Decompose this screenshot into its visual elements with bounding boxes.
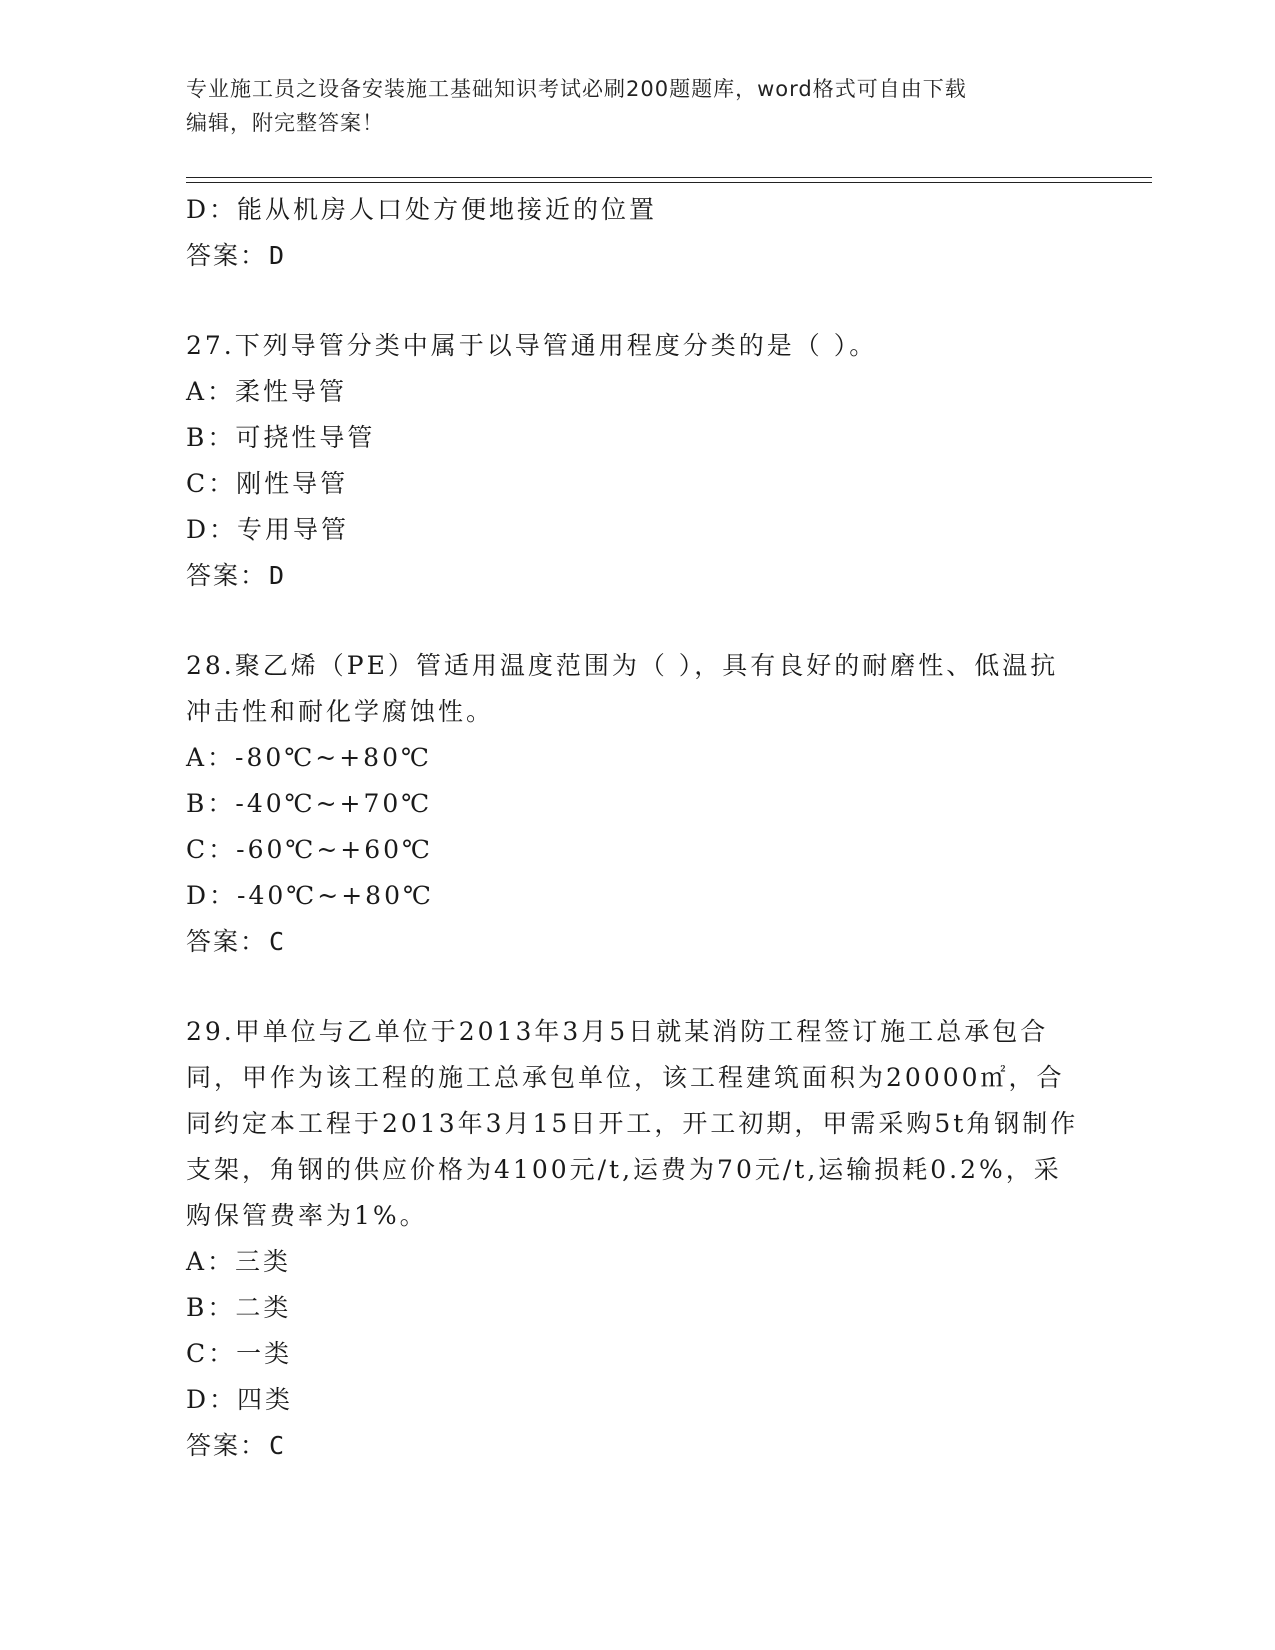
answer-label: 答案：: [186, 241, 268, 270]
header-line-2: 编辑，附完整答案！: [186, 111, 384, 135]
answer-value: D: [269, 561, 287, 590]
header-rule-top: [186, 177, 1152, 178]
answer-label: 答案：: [186, 561, 268, 590]
option-c: C：-60℃~+60℃: [186, 835, 434, 864]
question-stem: 28.聚乙烯（PE）管适用温度范围为（ ），具有良好的耐磨性、低温抗冲击性和耐化学腐蚀性。: [186, 651, 1059, 726]
document-header: [186, 72, 1086, 140]
question-29: [186, 1009, 1086, 1469]
option-b: B：可挠性导管: [186, 423, 376, 452]
option-a: A：三类: [186, 1247, 292, 1276]
option-d: D：专用导管: [186, 515, 350, 544]
answer-line: [186, 233, 1086, 279]
option-a: A：-80℃~+80℃: [186, 743, 432, 772]
option-d: D：四类: [186, 1385, 294, 1414]
option-b: B：-40℃~+70℃: [186, 789, 433, 818]
answer-value: C: [269, 927, 287, 956]
spacer: [186, 279, 1086, 323]
header-line-1: 专业施工员之设备安装施工基础知识考试必刷200题题库，word格式可自由下载: [186, 77, 967, 101]
answer-label: 答案：: [186, 1431, 268, 1460]
question-28: [186, 643, 1086, 965]
option-c: C：刚性导管: [186, 469, 349, 498]
question-stem: 27.下列导管分类中属于以导管通用程度分类的是（ ）。: [186, 331, 878, 360]
header-rule-bottom: [186, 182, 1152, 183]
answer-label: 答案：: [186, 927, 268, 956]
spacer: [186, 599, 1086, 643]
question-27: [186, 323, 1086, 599]
option-a: A：柔性导管: [186, 377, 348, 406]
answer-line: [186, 553, 1086, 599]
option-b: B：二类: [186, 1293, 292, 1322]
answer-line: [186, 1423, 1086, 1469]
option-d: D：能从机房人口处方便地接近的位置: [186, 195, 658, 224]
answer-value: D: [269, 241, 287, 270]
document-body: [186, 187, 1086, 1469]
spacer: [186, 965, 1086, 1009]
answer-value: C: [269, 1431, 287, 1460]
question-stem: 29.甲单位与乙单位于2013年3月5日就某消防工程签订施工总承包合同，甲作为该工程的施工总承包单位，该工程建筑面积为20000㎡，合同约定本工程于2013年3月15日开工，开工初期，甲需采购5t角钢制作支架，角钢的供应价格为4100元/t,运费为70元/t,运输损耗0.2%，采购保管费率为1%。: [186, 1017, 1079, 1230]
answer-line: [186, 919, 1086, 965]
option-c: C：一类: [186, 1339, 293, 1368]
option-d: D：-40℃~+80℃: [186, 881, 434, 910]
